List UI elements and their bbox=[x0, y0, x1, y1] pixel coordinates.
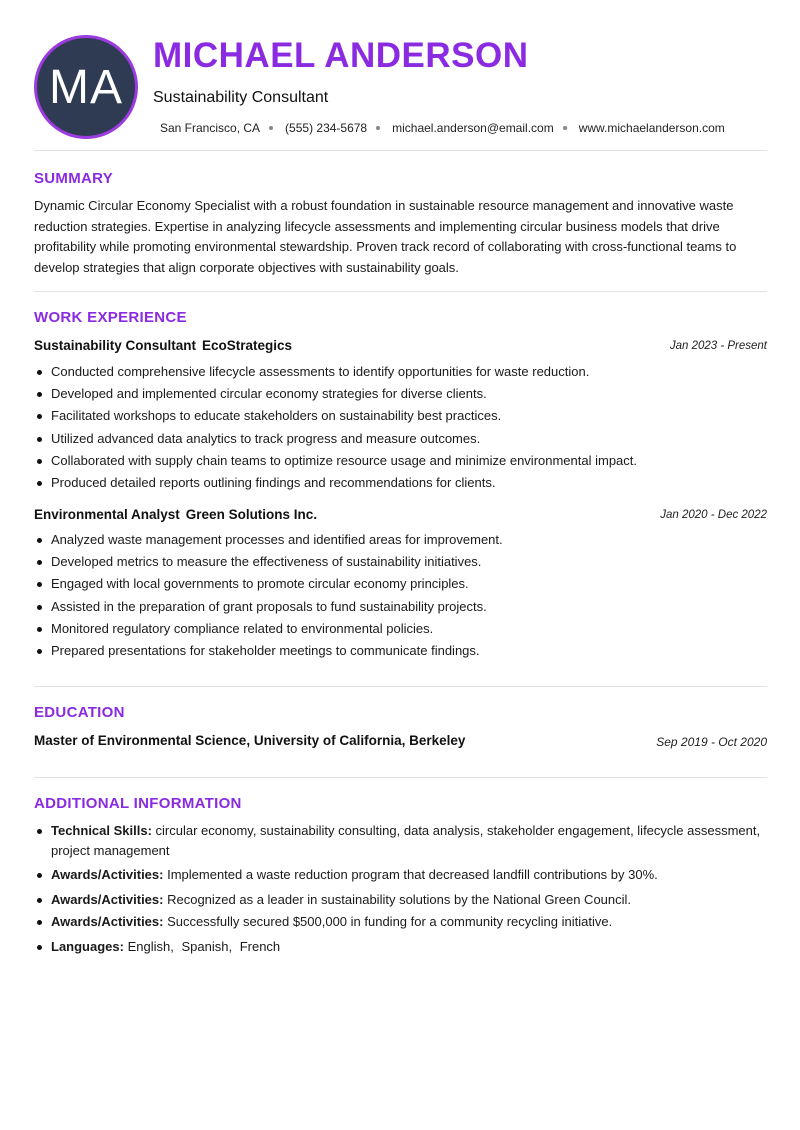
avatar-initials: MA bbox=[49, 60, 123, 114]
education-heading: EDUCATION bbox=[34, 704, 125, 721]
resume-header bbox=[34, 0, 767, 150]
list-item bbox=[34, 865, 767, 885]
separator-dot-icon bbox=[563, 126, 567, 130]
list-item: Engaged with local governments to promote circular economy principles. bbox=[34, 573, 767, 595]
candidate-name: MICHAEL ANDERSON bbox=[153, 36, 529, 75]
list-item: Collaborated with supply chain teams to optimize resource usage and minimize environmental impact. bbox=[34, 450, 767, 472]
job-company: EcoStrategics bbox=[202, 338, 293, 353]
divider bbox=[34, 150, 767, 151]
job-header bbox=[34, 507, 767, 525]
avatar bbox=[34, 35, 138, 139]
list-item bbox=[34, 821, 767, 860]
separator-dot-icon bbox=[269, 126, 273, 130]
education-dates: Sep 2019 - Oct 2020 bbox=[656, 735, 767, 749]
info-text: Recognized as a leader in sustainability solutions by the National Green Council. bbox=[167, 891, 632, 907]
job-position: Environmental Analyst bbox=[34, 507, 180, 522]
education-degree: Master of Environmental Science, University of California, Berkeley bbox=[34, 733, 466, 748]
summary-text: Dynamic Circular Economy Specialist with a robust foundation in sustainable resource management and innovative waste reduction strategies. Expertise in analyzing lifecycle assessments and implementing circular business models that drive profitability while promoting environmental stewardship. Proven track record of collaborating with cross-functional teams to develop strategies that align corporate objectives with sustainability goals. bbox=[34, 198, 737, 275]
language-item: French bbox=[239, 938, 281, 954]
info-text: Successfully secured $500,000 in funding for a community recycling initiative. bbox=[167, 914, 613, 929]
list-item bbox=[34, 937, 767, 957]
list-item: Analyzed waste management processes and identified areas for improvement. bbox=[34, 529, 767, 551]
language-item: Spanish, bbox=[181, 938, 233, 954]
list-item: Prepared presentations for stakeholder meetings to communicate findings. bbox=[34, 640, 767, 662]
education-entry bbox=[34, 733, 767, 751]
info-text: circular economy, sustainability consulting, data analysis, stakeholder engagement, lifecycle assessment, project management bbox=[51, 823, 761, 858]
divider bbox=[34, 686, 767, 687]
contact-phone: (555) 234-5678 bbox=[285, 121, 368, 135]
list-item: Produced detailed reports outlining findings and recommendations for clients. bbox=[34, 472, 767, 494]
languages-label: Languages: bbox=[51, 938, 124, 954]
separator-dot-icon bbox=[376, 126, 380, 130]
job-company: Green Solutions Inc. bbox=[185, 507, 318, 522]
list-item bbox=[34, 912, 767, 932]
info-label: Technical Skills: bbox=[51, 823, 152, 838]
info-label: Awards/Activities: bbox=[51, 914, 164, 929]
list-item: Facilitated workshops to educate stakeholders on sustainability best practices. bbox=[34, 405, 767, 427]
list-item: Monitored regulatory compliance related to environmental policies. bbox=[34, 618, 767, 640]
job-bullets bbox=[34, 361, 767, 494]
list-item bbox=[34, 890, 767, 910]
list-item: Developed and implemented circular economy strategies for diverse clients. bbox=[34, 383, 767, 405]
divider bbox=[34, 777, 767, 778]
language-item: English, bbox=[127, 938, 174, 954]
job-header bbox=[34, 338, 767, 356]
additional-list bbox=[34, 821, 767, 961]
resume-page bbox=[34, 0, 767, 954]
additional-heading: ADDITIONAL INFORMATION bbox=[34, 795, 242, 812]
job-position: Sustainability Consultant bbox=[34, 338, 197, 353]
info-label: Awards/Activities: bbox=[51, 867, 164, 882]
contact-bar bbox=[160, 121, 725, 135]
experience-heading: WORK EXPERIENCE bbox=[34, 309, 187, 326]
info-label: Awards/Activities: bbox=[51, 891, 164, 907]
list-item: Assisted in the preparation of grant proposals to fund sustainability projects. bbox=[34, 596, 767, 618]
info-text: Implemented a waste reduction program that decreased landfill contributions by 30%. bbox=[167, 867, 658, 882]
divider bbox=[34, 291, 767, 292]
job-title bbox=[34, 507, 317, 522]
contact-email: michael.anderson@email.com bbox=[392, 121, 554, 135]
job-bullets bbox=[34, 529, 767, 662]
job-title bbox=[34, 338, 292, 353]
job-dates: Jan 2023 - Present bbox=[669, 340, 767, 352]
contact-location: San Francisco, CA bbox=[160, 121, 261, 135]
summary-heading: SUMMARY bbox=[34, 170, 114, 187]
job-dates: Jan 2020 - Dec 2022 bbox=[660, 509, 767, 521]
list-item: Utilized advanced data analytics to track progress and measure outcomes. bbox=[34, 428, 767, 450]
list-item: Developed metrics to measure the effectiveness of sustainability initiatives. bbox=[34, 551, 767, 573]
contact-website: www.michaelanderson.com bbox=[578, 121, 725, 135]
list-item: Conducted comprehensive lifecycle assessments to identify opportunities for waste reduction. bbox=[34, 361, 767, 383]
candidate-role: Sustainability Consultant bbox=[153, 89, 329, 106]
